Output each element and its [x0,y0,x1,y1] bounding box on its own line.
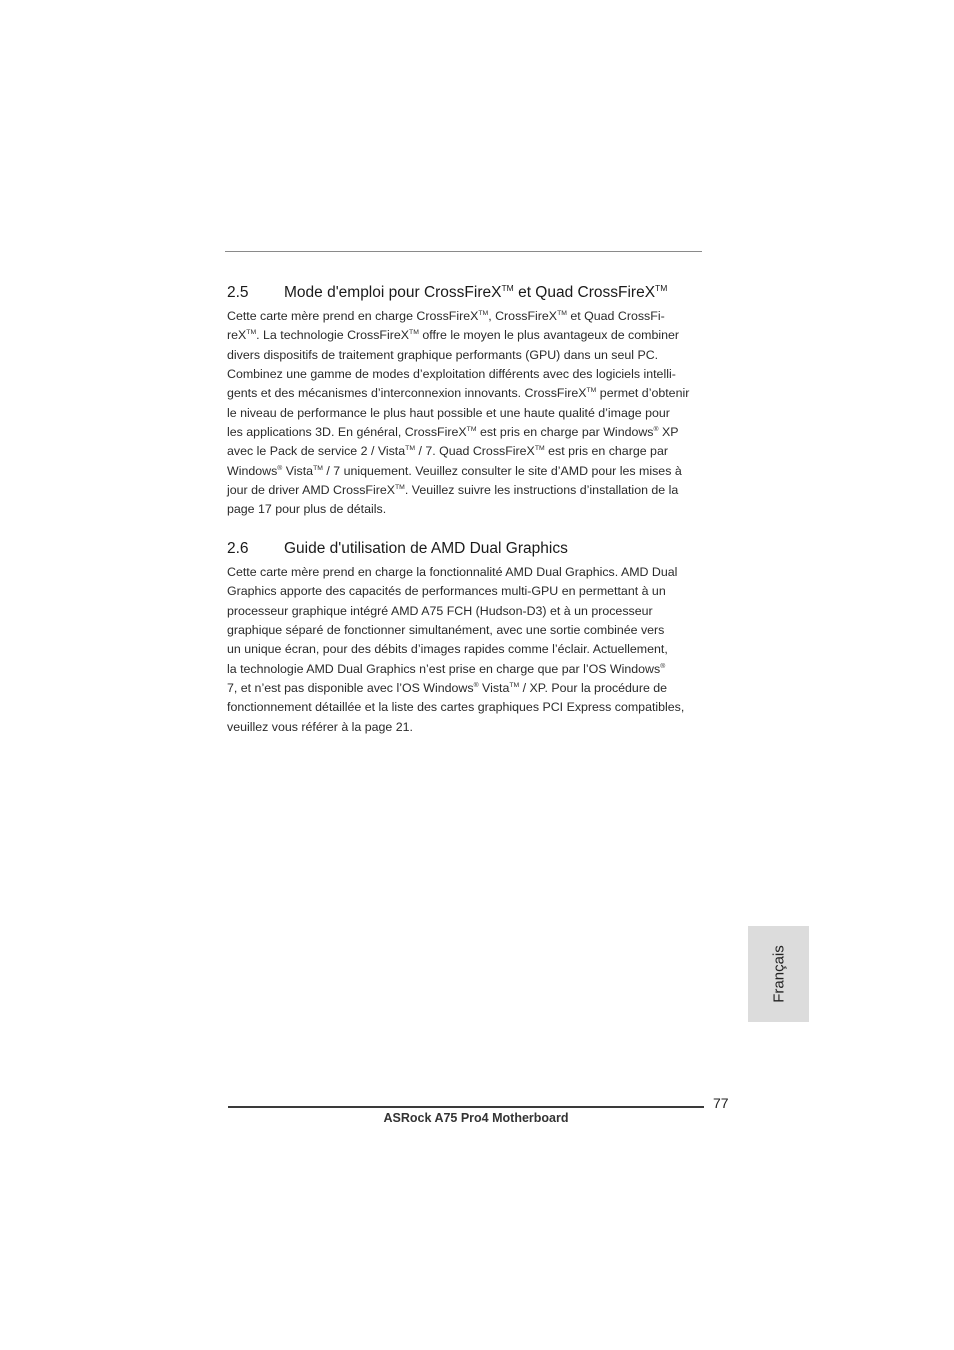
section-crossfirex [227,284,707,520]
text-line: page 17 pour plus de détails. [227,502,387,517]
section-dual-graphics [227,540,707,737]
text-line: Cette carte mère prend en charge la fonctionnalité AMD Dual Graphics. AMD Dual [227,565,678,579]
text-line: le niveau de performance le plus haut possible et une haute qualité d’image pour [227,405,670,420]
section-number: 2.5 [227,284,249,301]
footer-rule [228,1106,704,1108]
text-line: Combinez une gamme de modes d’exploitation différents avec des logiciels intelli- [227,367,676,382]
section-heading [227,540,707,558]
section-title: Mode d'emploi pour CrossFireX™ et Quad CrossFireX™ [284,282,668,301]
text-line: Graphics apporte des capacités de performances multi-GPU en permettant à un [227,584,666,599]
text-line: processeur graphique intégré AMD A75 FCH (Hudson-D3) et à un processeur [227,603,653,618]
text-line: Cette carte mère prend en charge CrossFireX™, CrossFireX™ et Quad CrossFi- [227,309,665,323]
section-heading [227,284,707,302]
section-body [227,563,707,737]
text-line: reX™. La technologie CrossFireX™ offre le moyen le plus avantageux de combiner [227,328,680,343]
top-rule [225,251,702,252]
text-line: veuillez vous référer à la page 21. [227,719,413,734]
text-line: avec le Pack de service 2 / Vista™ / 7. Quad CrossFireX™ est pris en charge par [227,444,668,459]
page-number: 77 [713,1095,729,1111]
text-line: fonctionnement détaillée et la liste des cartes graphiques PCI Express compatibles, [227,700,685,715]
text-line: les applications 3D. En général, CrossFireX™ est pris en charge par Windows® XP [227,425,679,440]
text-line: jour de driver AMD CrossFireX™. Veuillez suivre les instructions d’installation de la [227,483,679,498]
text-line: graphique séparé de fonctionner simultanément, avec une sortie combinée vers [227,623,665,638]
text-line: divers dispositifs de traitement graphique performants (GPU) dans un seul PC. [227,347,659,362]
text-line: Windows® Vista™ / 7 uniquement. Veuillez consulter le site d’AMD pour les mises à [227,463,682,478]
footer-title: ASRock A75 Pro4 Motherboard [383,1111,569,1125]
section-title: Guide d'utilisation de AMD Dual Graphics [284,540,568,557]
section-number: 2.6 [227,540,249,557]
language-tab [748,926,809,1022]
text-line: 7, et n’est pas disponible avec l’OS Windows® Vista™ / XP. Pour la procédure de [227,681,668,696]
language-tab-label: Français [770,945,787,1003]
text-line: la technologie AMD Dual Graphics n’est prise en charge que par l’OS Windows® [227,661,666,676]
section-body [227,307,707,520]
text-line: gents et des mécanismes d’interconnexion innovants. CrossFireX™ permet d’obtenir [227,386,690,401]
text-line: un unique écran, pour des débits d’images rapides comme l’éclair. Actuellement, [227,642,668,657]
